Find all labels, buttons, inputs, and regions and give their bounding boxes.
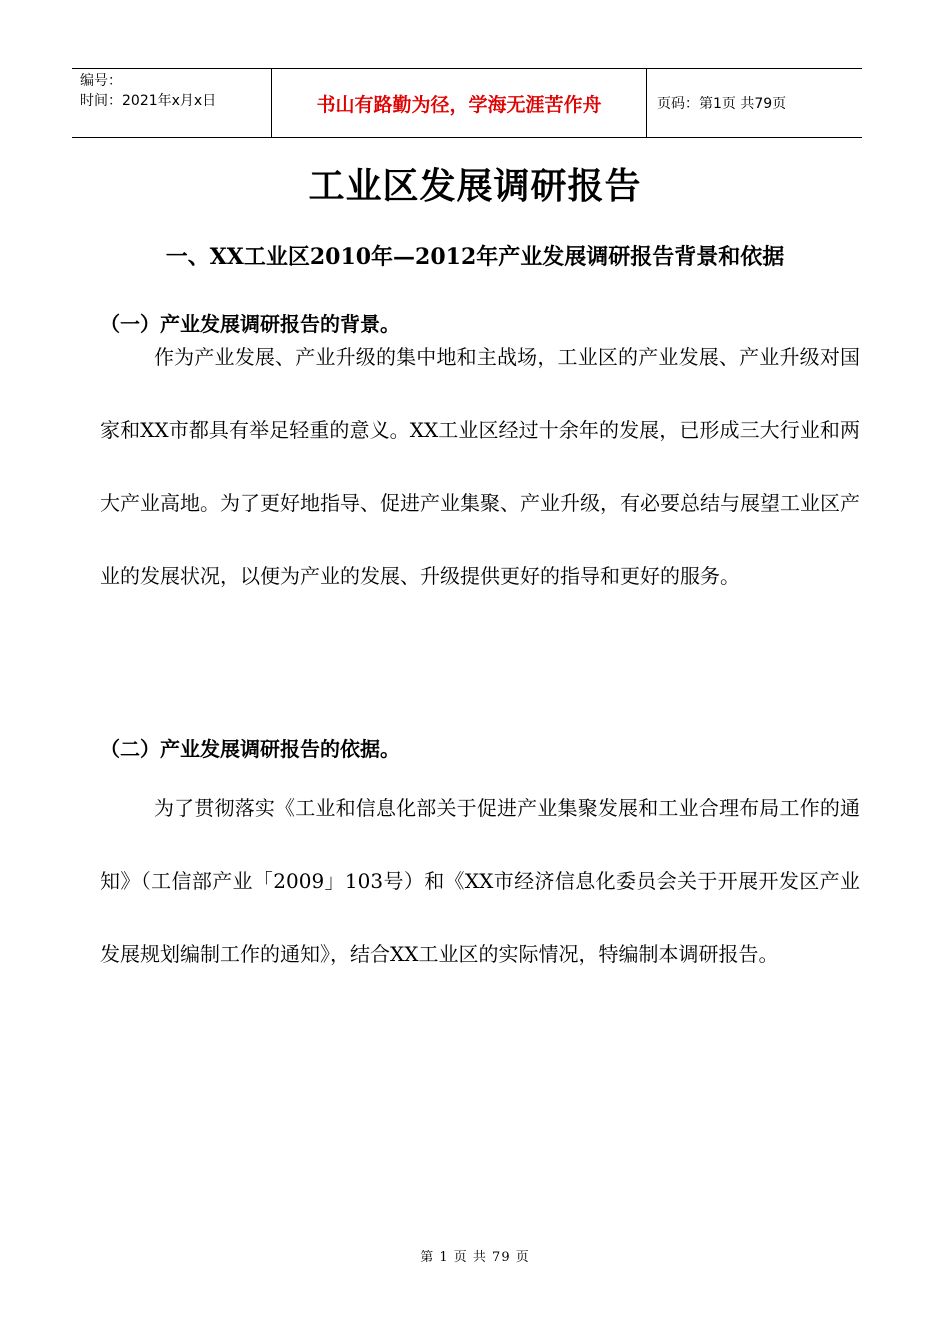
page-footer: 第 1 页 共 79 页 xyxy=(420,1250,530,1265)
subsection1-heading: （一）产业发展调研报告的背景。 xyxy=(100,312,400,336)
header-meta xyxy=(72,69,272,137)
section1-heading: 一、XX工业区2010年—2012年产业发展调研报告背景和依据 xyxy=(165,244,785,270)
subsection2-heading: （二）产业发展调研报告的依据。 xyxy=(100,737,400,761)
time-label: 时间：2021年x月x日 xyxy=(80,93,217,109)
number-label: 编号： xyxy=(80,73,122,89)
header-motto: 书山有路勤为径，学海无涯苦作舟 xyxy=(272,69,647,137)
paragraph-basis: 为了贯彻落实《工业和信息化部关于促进产业集聚发展和工业合理布局工作的通知》（工信部产业「2009」103号）和《XX市经济信息化委员会关于开展开发区产业发展规划编制工作的通知》，结合XX工业区的实际情况，特编制本调研报告。 xyxy=(100,796,860,966)
header-page-info: 页码：第1页 共79页 xyxy=(657,96,787,112)
paragraph-background: 作为产业发展、产业升级的集中地和主战场，工业区的产业发展、产业升级对国家和XX市都具有举足轻重的意义。XX工业区经过十余年的发展，已形成三大行业和两大产业高地。为了更好地指导、促进产业集聚、产业升级，有必要总结与展望工业区产业的发展状况，以便为产业的发展、升级提供更好的指导和更好的服务。 xyxy=(100,345,860,588)
document-title: 工业区发展调研报告 xyxy=(308,165,642,207)
page-header xyxy=(72,68,862,138)
